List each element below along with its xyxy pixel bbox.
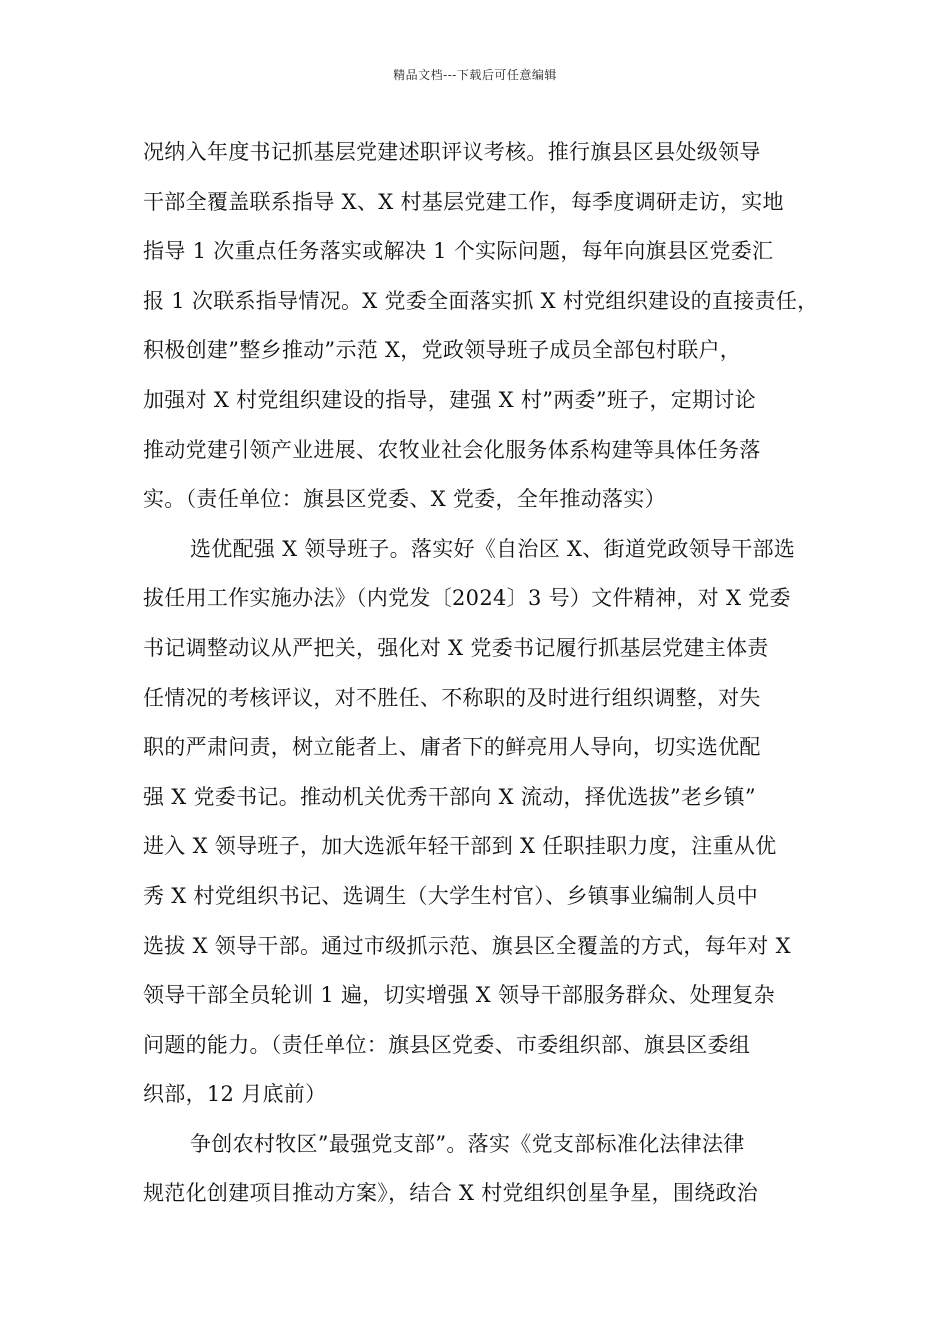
paragraph-start-line: 选优配强 X 领导班子。落实好《自治区 X、街道党政领导干部选 xyxy=(190,536,796,561)
text-line: 报 1 次联系指导情况。X 党委全面落实抓 X 村党组织建设的直接责任， xyxy=(143,288,819,313)
page-header: 精品文档---下载后可任意编辑 xyxy=(393,68,557,82)
text-line: 干部全覆盖联系指导 X、X 村基层党建工作，每季度调研走访，实地 xyxy=(143,189,784,214)
text-line: 书记调整动议从严把关，强化对 X 党委书记履行抓基层党建主体责 xyxy=(143,635,769,660)
text-line: 指导 1 次重点任务落实或解决 1 个实际问题，每年向旗县区党委汇 xyxy=(143,239,774,264)
text-line: 选拔 X 领导干部。通过市级抓示范、旗县区全覆盖的方式，每年对 X xyxy=(143,933,791,958)
text-line: 领导干部全员轮训 1 遍，切实增强 X 领导干部服务群众、处理复杂 xyxy=(143,983,775,1008)
text-line: 织部，12 月底前） xyxy=(143,1082,327,1107)
text-line: 强 X 党委书记。推动机关优秀干部向 X 流动，择优选拔”老乡镇” xyxy=(143,784,756,809)
text-line: 积极创建”整乡推动”示范 X，党政领导班子成员全部包村联户， xyxy=(143,338,742,363)
text-line: 职的严肃问责，树立能者上、庸者下的鲜亮用人导向，切实选优配 xyxy=(143,735,761,760)
text-line: 进入 X 领导班子，加大选派年轻干部到 X 任职挂职力度，注重从优 xyxy=(143,834,777,859)
text-line: 规范化创建项目推动方案》，结合 X 村党组织创星争星，围绕政治 xyxy=(143,1181,759,1206)
text-line: 推动党建引领产业进展、农牧业社会化服务体系构建等具体任务落 xyxy=(143,437,761,462)
text-line: 拔任用工作实施办法》（内党发〔2024〕3 号）文件精神，对 X 党委 xyxy=(143,586,791,611)
text-line: 加强对 X 村党组织建设的指导，建强 X 村”两委”班子，定期讨论 xyxy=(143,387,756,412)
text-line: 况纳入年度书记抓基层党建述职评议考核。推行旗县区县处级领导 xyxy=(143,140,761,164)
text-line: 秀 X 村党组织书记、选调生（大学生村官）、乡镇事业编制人员中 xyxy=(143,883,759,908)
text-line: 实。（责任单位：旗县区党委、X 党委，全年推动落实） xyxy=(143,487,666,512)
text-line: 任情况的考核评议，对不胜任、不称职的及时进行组织调整，对失 xyxy=(143,685,761,710)
document-body xyxy=(143,128,823,1219)
text-line: 问题的能力。（责任单位：旗县区党委、市委组织部、旗县区委组 xyxy=(143,1032,751,1057)
paragraph-start-line: 争创农村牧区”最强党支部”。落实《党支部标准化法律法律 xyxy=(190,1131,745,1156)
